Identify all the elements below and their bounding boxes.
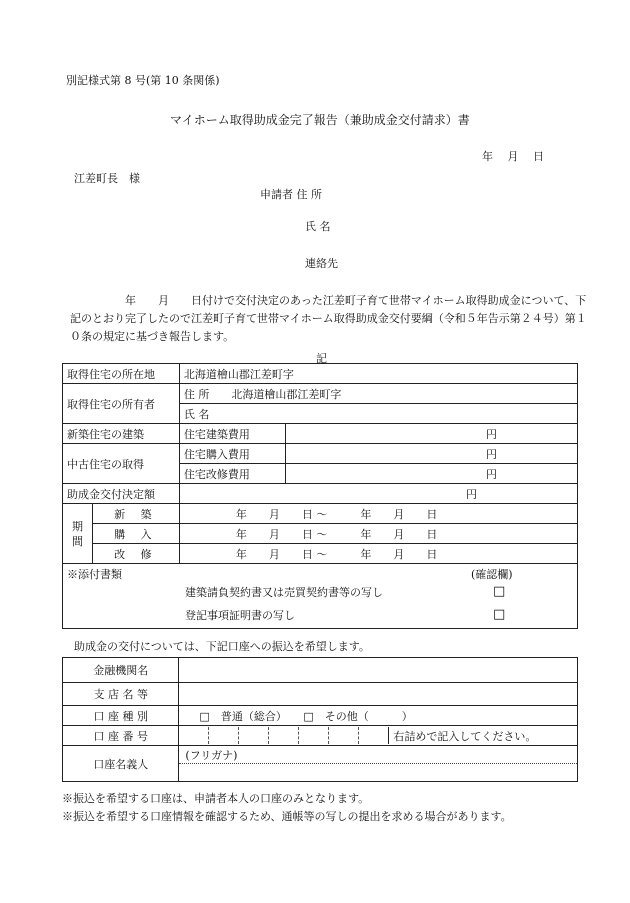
holder-label: 口座名義人 bbox=[63, 746, 179, 782]
new-build-label: 新築住宅の建築 bbox=[63, 424, 180, 444]
owner-address-label: 住 所 bbox=[183, 387, 210, 401]
used-label: 中古住宅の取得 bbox=[63, 444, 180, 484]
digit-box[interactable] bbox=[209, 727, 239, 744]
owner-label: 取得住宅の所有者 bbox=[63, 384, 180, 424]
ki-label: 記 bbox=[316, 352, 327, 365]
location-label: 取得住宅の所在地 bbox=[63, 364, 180, 384]
bank-name-value[interactable] bbox=[179, 658, 578, 683]
applicant-address-label: 申請者 住 所 bbox=[260, 188, 322, 201]
new-build-cost-label: 住宅建築費用 bbox=[179, 424, 285, 444]
account-type-label: 口 座 種 別 bbox=[63, 706, 179, 726]
date-line: 年 月 日 bbox=[482, 150, 544, 163]
period-label: 期間 bbox=[63, 504, 93, 564]
confirm-checkbox-contract[interactable]: □ bbox=[493, 584, 506, 599]
applicant-contact-label: 連絡先 bbox=[305, 257, 338, 270]
bank-name-label: 金融機関名 bbox=[63, 658, 179, 683]
digit-box[interactable] bbox=[269, 727, 299, 744]
renovation-cost-label: 住宅改修費用 bbox=[179, 464, 285, 484]
attachment-item-registry: 登記事項証明書の写し bbox=[185, 609, 295, 622]
branch-label: 支 店 名 等 bbox=[63, 683, 179, 706]
owner-address-value: 北海道檜山郡江差町字 bbox=[231, 387, 342, 401]
attachment-item-contract: 建築請負契約書又は売買契約書等の写し bbox=[185, 586, 383, 599]
account-number-label: 口 座 番 号 bbox=[63, 726, 179, 746]
period-renovation-value[interactable]: 年 月 日 ～ 年 月 日 bbox=[179, 544, 577, 564]
holder-value[interactable] bbox=[179, 764, 578, 782]
body-paragraph: 年 月 日付けで交付決定のあった江差町子育て世帯マイホーム取得助成金について、下記のとおり完了したので江差町子育て世帯マイホーム取得助成金交付要綱（令和５年告示第２４号）第１０条の規定に基づき報告します。 bbox=[70, 294, 587, 343]
digit-box[interactable] bbox=[299, 727, 329, 744]
digit-box[interactable] bbox=[329, 727, 359, 744]
period-renovation-label: 改 修 bbox=[92, 544, 179, 564]
account-number-field[interactable] bbox=[179, 726, 578, 746]
digit-box[interactable] bbox=[359, 727, 389, 744]
confirm-label: (確認欄) bbox=[471, 568, 513, 581]
attachments-label: ※添付書類 bbox=[67, 568, 122, 581]
period-purchase-label: 購 入 bbox=[92, 524, 179, 544]
account-number-note: 右詰めで記入してください。 bbox=[393, 729, 537, 743]
note-2: ※振込を希望する口座情報を確認するため、通帳等の写しの提出を求める場合があります。 bbox=[62, 810, 512, 823]
period-purchase-value[interactable]: 年 月 日 ～ 年 月 日 bbox=[179, 524, 577, 544]
purchase-cost-label: 住宅購入費用 bbox=[179, 444, 285, 464]
owner-address[interactable] bbox=[179, 384, 577, 404]
main-table bbox=[62, 363, 578, 629]
transfer-intro: 助成金の交付については、下記口座への振込を希望します。 bbox=[74, 640, 370, 653]
owner-name[interactable]: 氏 名 bbox=[179, 404, 577, 424]
digit-box[interactable] bbox=[179, 727, 209, 744]
document-title: マイホーム取得助成金完了報告（兼助成金交付請求）書 bbox=[170, 113, 470, 127]
location-value[interactable]: 北海道檜山郡江差町字 bbox=[179, 364, 577, 384]
note-1: ※振込を希望する口座は、申請者本人の口座のみとなります。 bbox=[62, 792, 370, 805]
confirm-checkbox-registry[interactable]: □ bbox=[493, 607, 506, 622]
period-new-label: 新 築 bbox=[92, 504, 179, 524]
furigana-label[interactable]: (フリガナ) bbox=[179, 746, 578, 764]
grant-decision-label: 助成金交付決定額 bbox=[63, 484, 180, 504]
bank-table bbox=[62, 657, 578, 782]
attachments-cell bbox=[63, 564, 578, 629]
applicant-name-label: 氏 名 bbox=[305, 220, 331, 233]
grant-decision-value[interactable]: 円 bbox=[179, 484, 577, 504]
digit-box[interactable] bbox=[239, 727, 269, 744]
period-new-value[interactable]: 年 月 日 ～ 年 月 日 bbox=[179, 504, 577, 524]
branch-value[interactable] bbox=[179, 683, 578, 706]
purchase-cost-value[interactable]: 円 bbox=[285, 444, 577, 464]
renovation-cost-value[interactable]: 円 bbox=[285, 464, 577, 484]
account-type-value[interactable]: □ 普通（総合） □ その他（ ） bbox=[179, 706, 578, 726]
new-build-cost-value[interactable]: 円 bbox=[285, 424, 577, 444]
addressee: 江差町長 様 bbox=[74, 172, 140, 185]
form-number: 別記様式第 8 号(第 10 条関係) bbox=[66, 74, 220, 87]
